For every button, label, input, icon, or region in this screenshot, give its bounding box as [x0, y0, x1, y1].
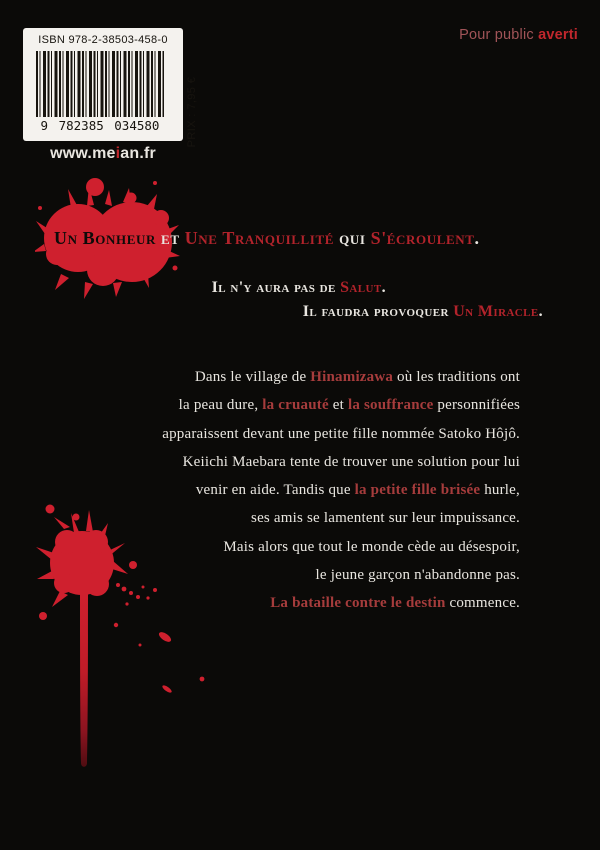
text-segment-white: Il faudra provoquer [302, 303, 454, 320]
text-segment-red: Un Miracle [453, 303, 539, 320]
text-segment-white: apparaissent devant une petite fille nommée Satoko Hôjô. [162, 425, 520, 442]
text-segment-white: venir en aide. Tandis que [195, 482, 355, 499]
text-segment-white: . [474, 228, 480, 248]
synopsis-line-2 [60, 391, 520, 419]
text-segment-white: et [328, 397, 348, 414]
text-segment-white: Il n'y aura pas de [211, 279, 341, 296]
tagline-line-1 [54, 228, 480, 249]
text-segment-white: ses amis se lamentent sur leur impuissance. [251, 510, 520, 527]
tagline-line-2 [212, 279, 386, 297]
text-segment-white: hurle, [480, 482, 520, 499]
text-segment-red: S'écroulent [370, 228, 475, 248]
text-segment-white: . [538, 303, 543, 320]
synopsis-line-3 [60, 420, 520, 448]
text-segment-red: Salut [340, 279, 382, 296]
text-segment-red: la souffrance [347, 397, 434, 414]
tagline-line-3 [303, 303, 543, 321]
text-segment-white: personnifiées [433, 397, 520, 414]
text-segment-white: qui [334, 228, 371, 248]
text-segment-white: commence. [445, 595, 520, 612]
age-rating-notice [459, 27, 578, 43]
text-segment-red: La bataille contre le destin [270, 595, 446, 612]
text-segment-red: la cruauté [262, 397, 329, 414]
barcode-label [23, 28, 198, 148]
synopsis-line-8 [60, 561, 520, 589]
text-segment-red: la petite fille brisée [354, 482, 481, 499]
text-segment-white: Mais alors que tout le monde cède au désespoir, [223, 538, 520, 555]
synopsis-paragraph [60, 363, 520, 618]
text-segment-white: le jeune garçon n'abandonne pas. [315, 567, 520, 584]
synopsis-line-7 [60, 533, 520, 561]
synopsis-line-9 [60, 589, 520, 617]
text-segment-red: Une Tranquillité [184, 228, 335, 248]
text-segment-white: Dans le village de [194, 369, 311, 385]
synopsis-line-5 [60, 476, 520, 504]
text-segment-white: où les traditions ont [393, 369, 520, 385]
synopsis-line-4 [60, 448, 520, 476]
synopsis-line-1 [60, 363, 520, 391]
website-text-post: an.fr [120, 145, 156, 162]
text-segment-white: Keiichi Maebara tente de trouver une solution pour lui [182, 453, 520, 470]
isbn-text: ISBN 978-2-38503-458-0 [38, 34, 168, 46]
synopsis-line-6 [60, 504, 520, 532]
barcode-icon [36, 51, 164, 117]
text-segment-red: Hinamizawa [310, 369, 394, 385]
text-segment-white: . [381, 279, 386, 296]
price-text: PRIX : 7,95 € [186, 76, 198, 148]
text-segment-black: Un Bonheur [54, 228, 156, 248]
website-text-pre: www.me [50, 145, 116, 162]
age-rating-text: Pour public [459, 27, 539, 43]
age-rating-highlight: averti [538, 27, 578, 43]
website-accent-letter: i [115, 145, 121, 162]
text-segment-white: et [155, 228, 185, 248]
publisher-website [23, 145, 183, 163]
barcode-number: 9 782385 034580 [40, 118, 160, 133]
text-segment-white: la peau dure, [178, 397, 263, 414]
